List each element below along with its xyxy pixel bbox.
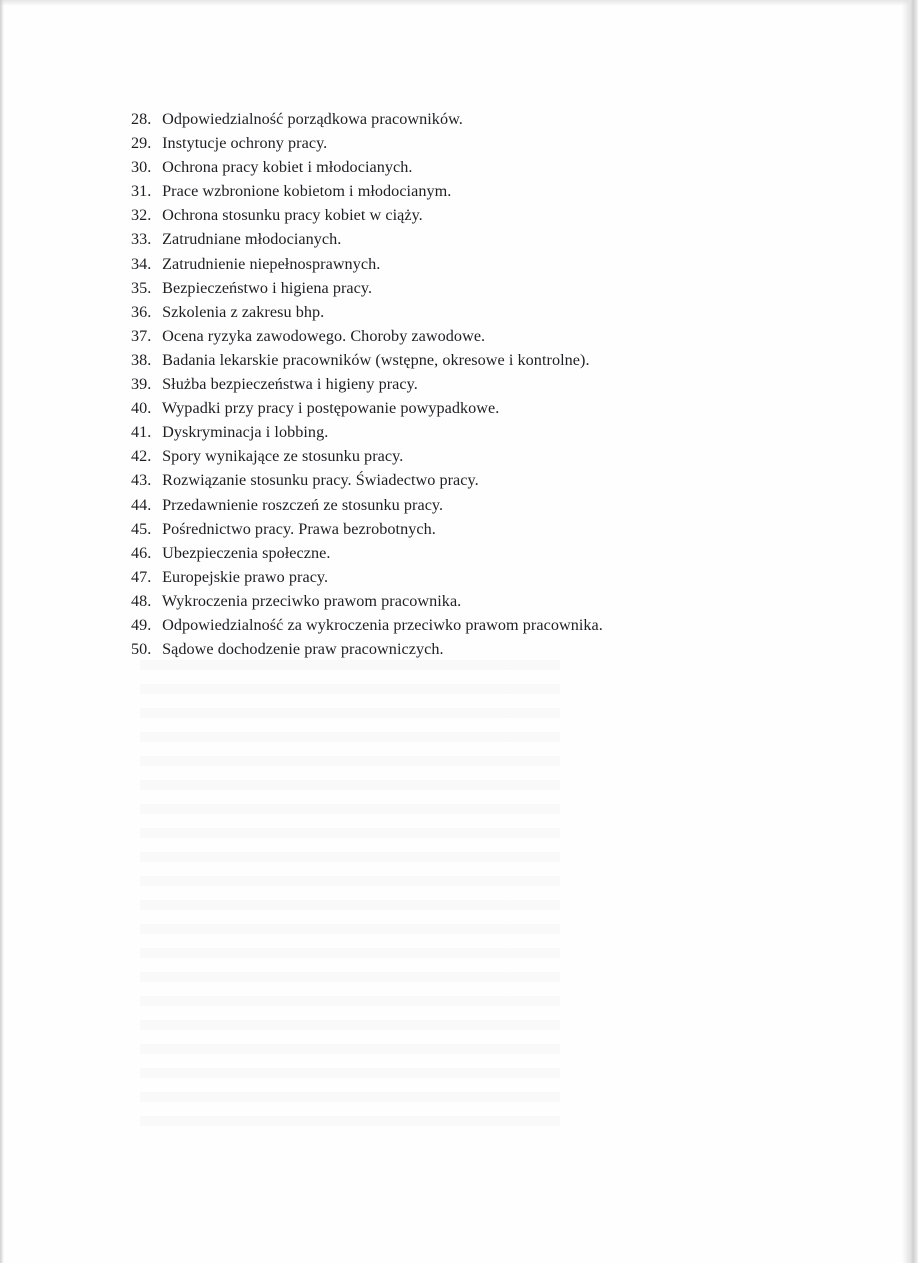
list-item	[131, 131, 603, 155]
item-number: 39.	[131, 375, 152, 394]
list-item	[131, 324, 603, 348]
list-item	[131, 252, 603, 276]
item-text: Spory wynikające ze stosunku pracy.	[162, 447, 404, 466]
item-number: 43.	[131, 471, 152, 490]
item-text: Zatrudniane młodocianych.	[162, 230, 342, 249]
item-number: 32.	[131, 206, 152, 225]
list-item	[131, 613, 603, 637]
list-item	[131, 589, 603, 613]
item-number: 44.	[131, 495, 152, 514]
list-item	[131, 468, 603, 492]
item-text: Wykroczenia przeciwko prawom pracownika.	[161, 591, 462, 610]
list-item	[131, 179, 603, 203]
item-text: Ocena ryzyka zawodowego. Choroby zawodowe.	[162, 326, 486, 345]
item-text: Odpowiedzialność porządkowa pracowników.	[162, 110, 463, 128]
list-item	[131, 276, 603, 300]
item-text: Europejskie prawo pracy.	[162, 567, 329, 586]
item-text: Ubezpieczenia społeczne.	[162, 543, 331, 562]
item-text: Sądowe dochodzenie praw pracowniczych.	[162, 640, 444, 659]
item-number: 42.	[131, 447, 152, 466]
scan-edge-left	[0, 0, 4, 1263]
list-item	[131, 493, 603, 517]
item-number: 35.	[131, 278, 152, 297]
item-number: 29.	[131, 134, 152, 153]
item-text: Ochrona stosunku pracy kobiet w ciąży.	[162, 206, 423, 225]
list-item	[131, 637, 603, 661]
item-number: 49.	[131, 615, 152, 634]
item-number: 30.	[131, 158, 152, 177]
list-item	[131, 300, 603, 324]
item-text: Odpowiedzialność za wykroczenia przeciwko prawom pracownika.	[162, 615, 603, 634]
list-item	[131, 155, 603, 179]
list-item	[131, 565, 603, 589]
item-text: Dyskryminacja i lobbing.	[162, 423, 329, 442]
item-text: Szkolenia z zakresu bhp.	[162, 302, 325, 321]
item-text: Instytucje ochrony pracy.	[162, 134, 328, 153]
list-item	[131, 372, 603, 396]
item-text: Prace wzbronione kobietom i młodocianym.	[162, 182, 452, 201]
list-item	[131, 348, 603, 372]
scan-edge-right	[902, 0, 918, 1263]
list-item	[131, 517, 603, 541]
item-number: 47.	[131, 567, 152, 586]
list-item	[131, 203, 603, 227]
item-number: 28.	[131, 110, 152, 128]
item-number: 33.	[131, 230, 152, 249]
item-text: Bezpieczeństwo i higiena pracy.	[162, 278, 373, 297]
item-number: 45.	[131, 519, 152, 538]
item-text: Badania lekarskie pracowników (wstępne, okresowe i kontrolne).	[162, 350, 590, 369]
item-number: 36.	[131, 302, 152, 321]
item-text: Wypadki przy pracy i postępowanie powypadkowe.	[161, 399, 500, 418]
item-number: 46.	[131, 543, 152, 562]
item-text: Służba bezpieczeństwa i higieny pracy.	[162, 375, 418, 394]
item-number: 48.	[131, 591, 152, 610]
item-text: Rozwiązanie stosunku pracy. Świadectwo pracy.	[162, 471, 479, 490]
scan-edge-top	[0, 0, 918, 6]
item-number: 41.	[131, 423, 152, 442]
item-text: Ochrona pracy kobiet i młodocianych.	[162, 158, 413, 177]
item-text: Przedawnienie roszczeń ze stosunku pracy.	[162, 495, 444, 514]
item-number: 34.	[131, 254, 152, 273]
show-through-bleed	[140, 660, 560, 1140]
item-number: 38.	[131, 350, 152, 369]
list-item	[131, 541, 603, 565]
list-item	[131, 444, 603, 468]
item-number: 40.	[131, 399, 152, 418]
list-item	[131, 107, 603, 131]
topic-list	[131, 107, 603, 661]
item-number: 37.	[131, 326, 152, 345]
list-item	[131, 420, 603, 444]
list-item	[131, 396, 603, 420]
list-item	[131, 227, 603, 251]
item-number: 50.	[131, 640, 152, 659]
item-text: Zatrudnienie niepełnosprawnych.	[162, 254, 381, 273]
item-text: Pośrednictwo pracy. Prawa bezrobotnych.	[162, 519, 436, 538]
item-number: 31.	[131, 182, 152, 201]
